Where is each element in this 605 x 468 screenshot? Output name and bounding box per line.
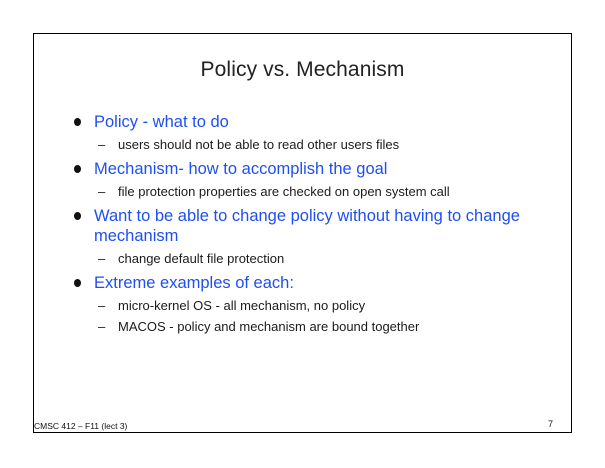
bullet-dot-icon xyxy=(74,165,81,173)
bullet-item xyxy=(74,273,554,293)
footer-course-label: CMSC 412 – F11 (lect 3) xyxy=(34,421,128,431)
bullet-item xyxy=(74,206,554,246)
dash-icon: – xyxy=(98,137,106,152)
bullet-text: Extreme examples of each: xyxy=(94,274,294,292)
sub-bullet-item xyxy=(74,298,554,314)
dash-icon: – xyxy=(98,319,106,334)
bullet-item xyxy=(74,159,554,179)
sub-bullet-text: MACOS - policy and mechanism are bound together xyxy=(118,319,420,334)
bullet-item xyxy=(74,112,554,132)
bullet-text: Policy - what to do xyxy=(94,113,229,131)
dash-icon: – xyxy=(98,184,106,199)
slide-frame xyxy=(33,33,572,433)
sub-bullet-item xyxy=(74,137,554,153)
bullet-list xyxy=(74,112,554,335)
sub-bullet-item xyxy=(74,251,554,267)
bullet-text: Mechanism- how to accomplish the goal xyxy=(94,160,388,178)
sub-bullet-text: file protection properties are checked on open system call xyxy=(118,184,450,199)
bullet-dot-icon xyxy=(74,118,81,126)
page-number: 7 xyxy=(547,419,553,429)
sub-bullet-text: change default file protection xyxy=(118,251,285,266)
sub-bullet-text: micro-kernel OS - all mechanism, no policy xyxy=(118,298,366,313)
sub-bullet-item xyxy=(74,184,554,200)
bullet-dot-icon xyxy=(74,212,81,220)
dash-icon: – xyxy=(98,298,106,313)
dash-icon: – xyxy=(98,251,106,266)
bullet-text: Want to be able to change policy without having to change mechanism xyxy=(94,207,520,245)
sub-bullet-text: users should not be able to read other users files xyxy=(118,137,400,152)
bullet-dot-icon xyxy=(74,279,81,287)
slide-title: Policy vs. Mechanism xyxy=(200,58,405,81)
sub-bullet-item xyxy=(74,319,554,335)
